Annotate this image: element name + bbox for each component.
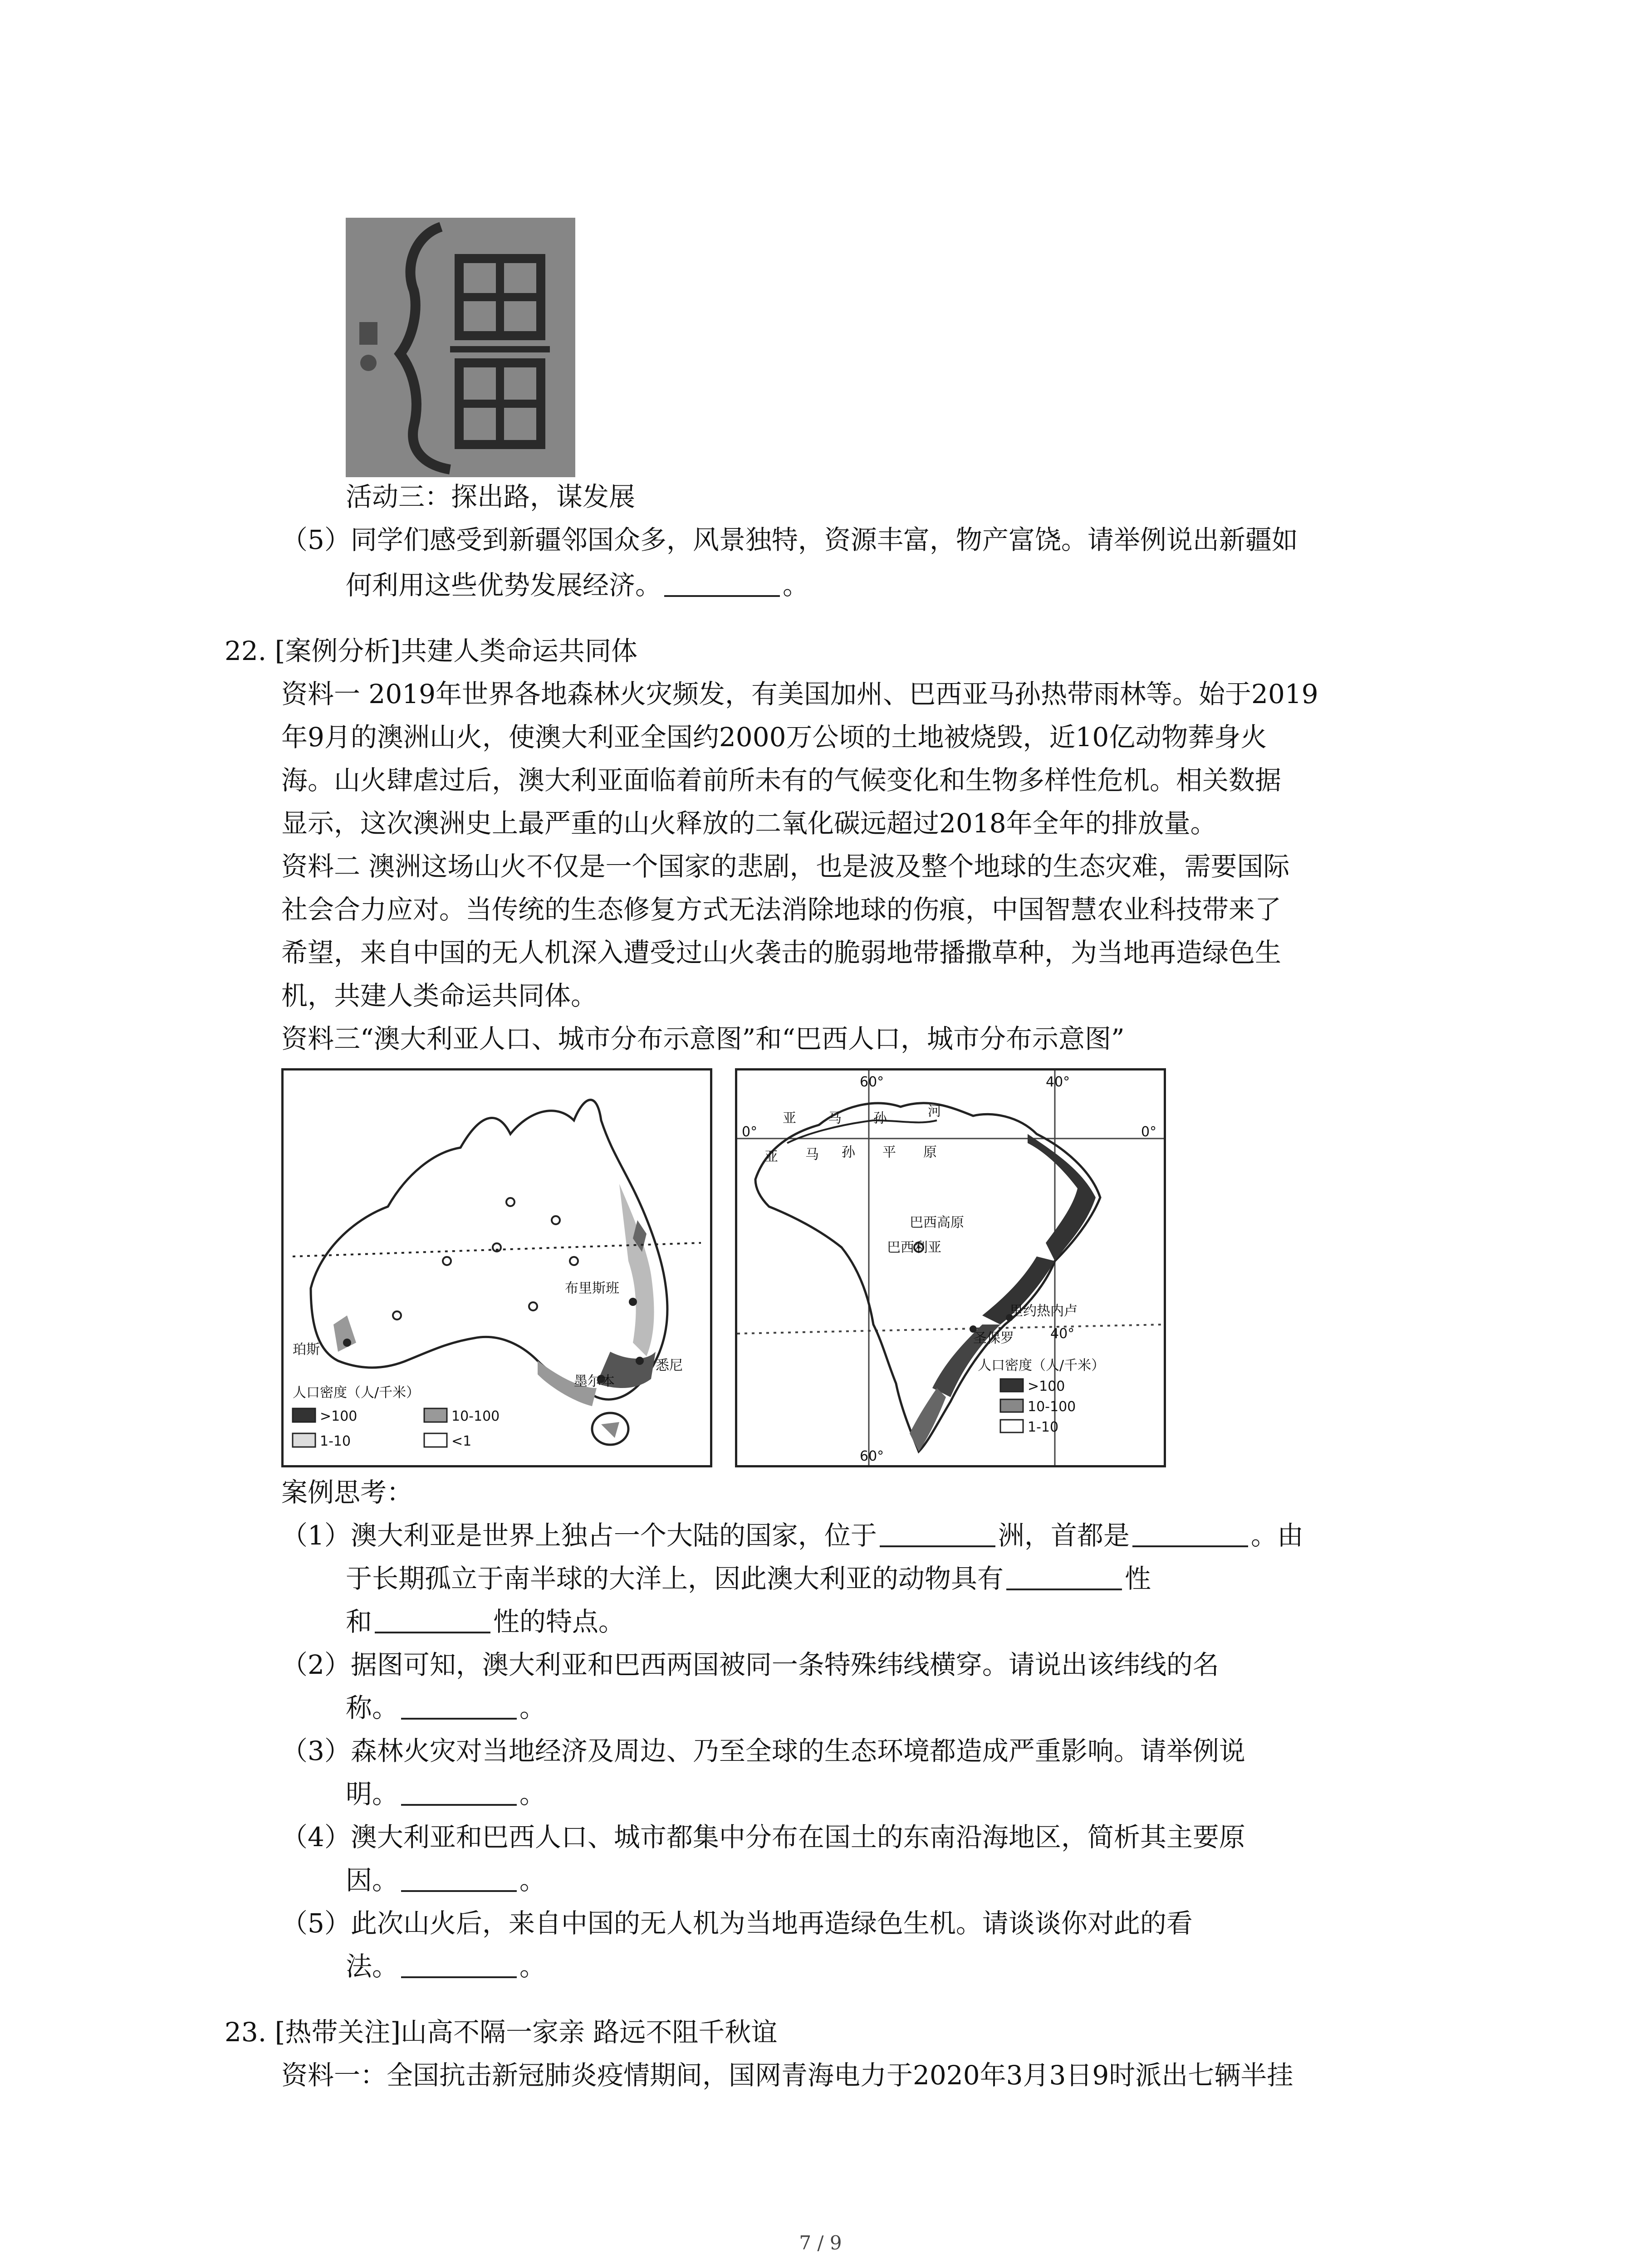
sub-question-5: （5）此次山火后，来自中国的无人机为当地再造绿色生机。请谈谈你对此的看: [281, 1908, 1193, 1939]
material-2-line-3: 希望，来自中国的无人机深入遭受过山火袭击的脆弱地带播撒草种，为当地再造绿色生: [281, 937, 1282, 968]
amazon-label: 孙: [842, 1144, 855, 1160]
amazon-label: 亚: [764, 1149, 778, 1165]
amazon-label: 平: [882, 1144, 896, 1160]
equator-label: 0°: [742, 1124, 758, 1140]
amazon-label: 亚: [783, 1110, 796, 1126]
legend-title: 人口密度（人/千米）: [978, 1358, 1105, 1374]
sub-question-1-cont-2: 和 性的特点。: [346, 1606, 625, 1637]
answer-blank[interactable]: [664, 572, 780, 597]
question-21-5-cont: 何利用这些优势发展经济。 。: [346, 570, 809, 601]
sub-question-4-cont: 因。 。: [346, 1865, 546, 1896]
equator-label: 0°: [1141, 1124, 1157, 1140]
legend-label: >100: [320, 1408, 358, 1424]
city-label-perth: 珀斯: [293, 1342, 320, 1358]
sub-question-2: （2）据图可知，澳大利亚和巴西两国被同一条特殊纬线横穿。请说出该纬线的名: [281, 1649, 1219, 1680]
answer-blank[interactable]: [1006, 1565, 1122, 1590]
longitude-label: 40°: [1050, 1326, 1075, 1342]
capital-label: 巴西利亚: [887, 1240, 941, 1256]
legend-label: <1: [451, 1433, 472, 1449]
legend-label: 1-10: [1028, 1419, 1059, 1435]
case-thinking-label: 案例思考：: [281, 1477, 413, 1508]
answer-blank[interactable]: [880, 1522, 995, 1547]
activity-title: 活动三：探出路，谋发展: [346, 481, 636, 512]
material-3: 资料三“澳大利亚人口、城市分布示意图”和“巴西人口，城市分布示意图”: [281, 1023, 1125, 1054]
amazon-label: 河: [928, 1104, 941, 1119]
material-1-line-4: 显示，这次澳洲史上最严重的山火释放的二氧化碳远超过2018年全年的排放量。: [281, 808, 1217, 839]
answer-blank[interactable]: [1132, 1522, 1248, 1547]
amazon-label: 孙: [873, 1110, 887, 1126]
legend-title: 人口密度（人/千米）: [293, 1385, 420, 1401]
question-22-heading: 22. [案例分析]共建人类命运共同体: [225, 635, 637, 666]
city-label-sydney: 悉尼: [656, 1358, 683, 1374]
material-1-line-1: 资料一 2019年世界各地森林火灾频发，有美国加州、巴西亚马孙热带雨林等。始于2019: [281, 679, 1318, 709]
sub-question-5-cont: 法。 。: [346, 1951, 546, 1982]
city-label-melbourne: 墨尔本: [574, 1374, 615, 1389]
longitude-label: 60°: [860, 1074, 884, 1090]
legend-label: 1-10: [320, 1433, 351, 1449]
city-label-brisbane: 布里斯班: [565, 1281, 619, 1296]
amazon-label: 马: [805, 1147, 819, 1163]
sub-question-4: （4）澳大利亚和巴西人口、城市都集中分布在国土的东南沿海地区，简析其主要原: [281, 1822, 1245, 1853]
material-2-line-1: 资料二 澳洲这场山火不仅是一个国家的悲剧，也是波及整个地球的生态灾难，需要国际: [281, 851, 1290, 882]
material-1-line-3: 海。山火肆虐过后，澳大利亚面临着前所未有的气候变化和生物多样性危机。相关数据: [281, 765, 1282, 796]
seal-stamp-image: [346, 218, 575, 477]
sub-question-3-cont: 明。 。: [346, 1779, 546, 1809]
plateau-label: 巴西高原: [910, 1215, 964, 1231]
city-label-rio: 里约热内卢: [1009, 1303, 1078, 1319]
city-label-sao-paulo: 圣保罗: [973, 1330, 1014, 1346]
question-23-heading: 23. [热带关注]山高不隔一家亲 路远不阻千秋谊: [225, 2017, 778, 2048]
legend-label: 10-100: [451, 1408, 500, 1424]
question-21-5: （5）同学们感受到新疆邻国众多，风景独特，资源丰富，物产富饶。请举例说出新疆如: [281, 524, 1298, 555]
amazon-label: 原: [923, 1144, 937, 1160]
material-1-line-2: 年9月的澳洲山火，使澳大利亚全国约2000万公顷的土地被烧毁，近10亿动物葬身火: [281, 722, 1267, 753]
answer-blank[interactable]: [401, 1694, 517, 1720]
amazon-label: 马: [828, 1110, 842, 1126]
sub-question-3: （3）森林火灾对当地经济及周边、乃至全球的生态环境都造成严重影响。请举例说: [281, 1735, 1245, 1766]
answer-blank[interactable]: [401, 1953, 517, 1978]
material-2-line-4: 机，共建人类命运共同体。: [281, 980, 598, 1011]
page-number: 7 / 9: [799, 2232, 842, 2254]
answer-blank[interactable]: [401, 1780, 517, 1806]
answer-blank[interactable]: [375, 1608, 490, 1633]
sub-question-1: （1）澳大利亚是世界上独占一个大陆的国家，位于 洲，首都是 。由: [281, 1520, 1303, 1551]
australia-map: [281, 1068, 712, 1467]
legend-label: 10-100: [1028, 1399, 1076, 1415]
answer-blank[interactable]: [401, 1867, 517, 1892]
material-2-line-2: 社会合力应对。当传统的生态修复方式无法消除地球的伤痕，中国智慧农业科技带来了: [281, 894, 1282, 925]
longitude-label: 60°: [860, 1448, 884, 1464]
longitude-label: 40°: [1046, 1074, 1070, 1090]
sub-question-2-cont: 称。 。: [346, 1692, 546, 1723]
sub-question-1-cont: 于长期孤立于南半球的大洋上，因此澳大利亚的动物具有 性: [346, 1563, 1151, 1594]
legend-label: >100: [1028, 1378, 1065, 1394]
brazil-map: [735, 1068, 1166, 1467]
question-23-material-1: 资料一：全国抗击新冠肺炎疫情期间，国网青海电力于2020年3月3日9时派出七辆半挂: [281, 2060, 1293, 2091]
